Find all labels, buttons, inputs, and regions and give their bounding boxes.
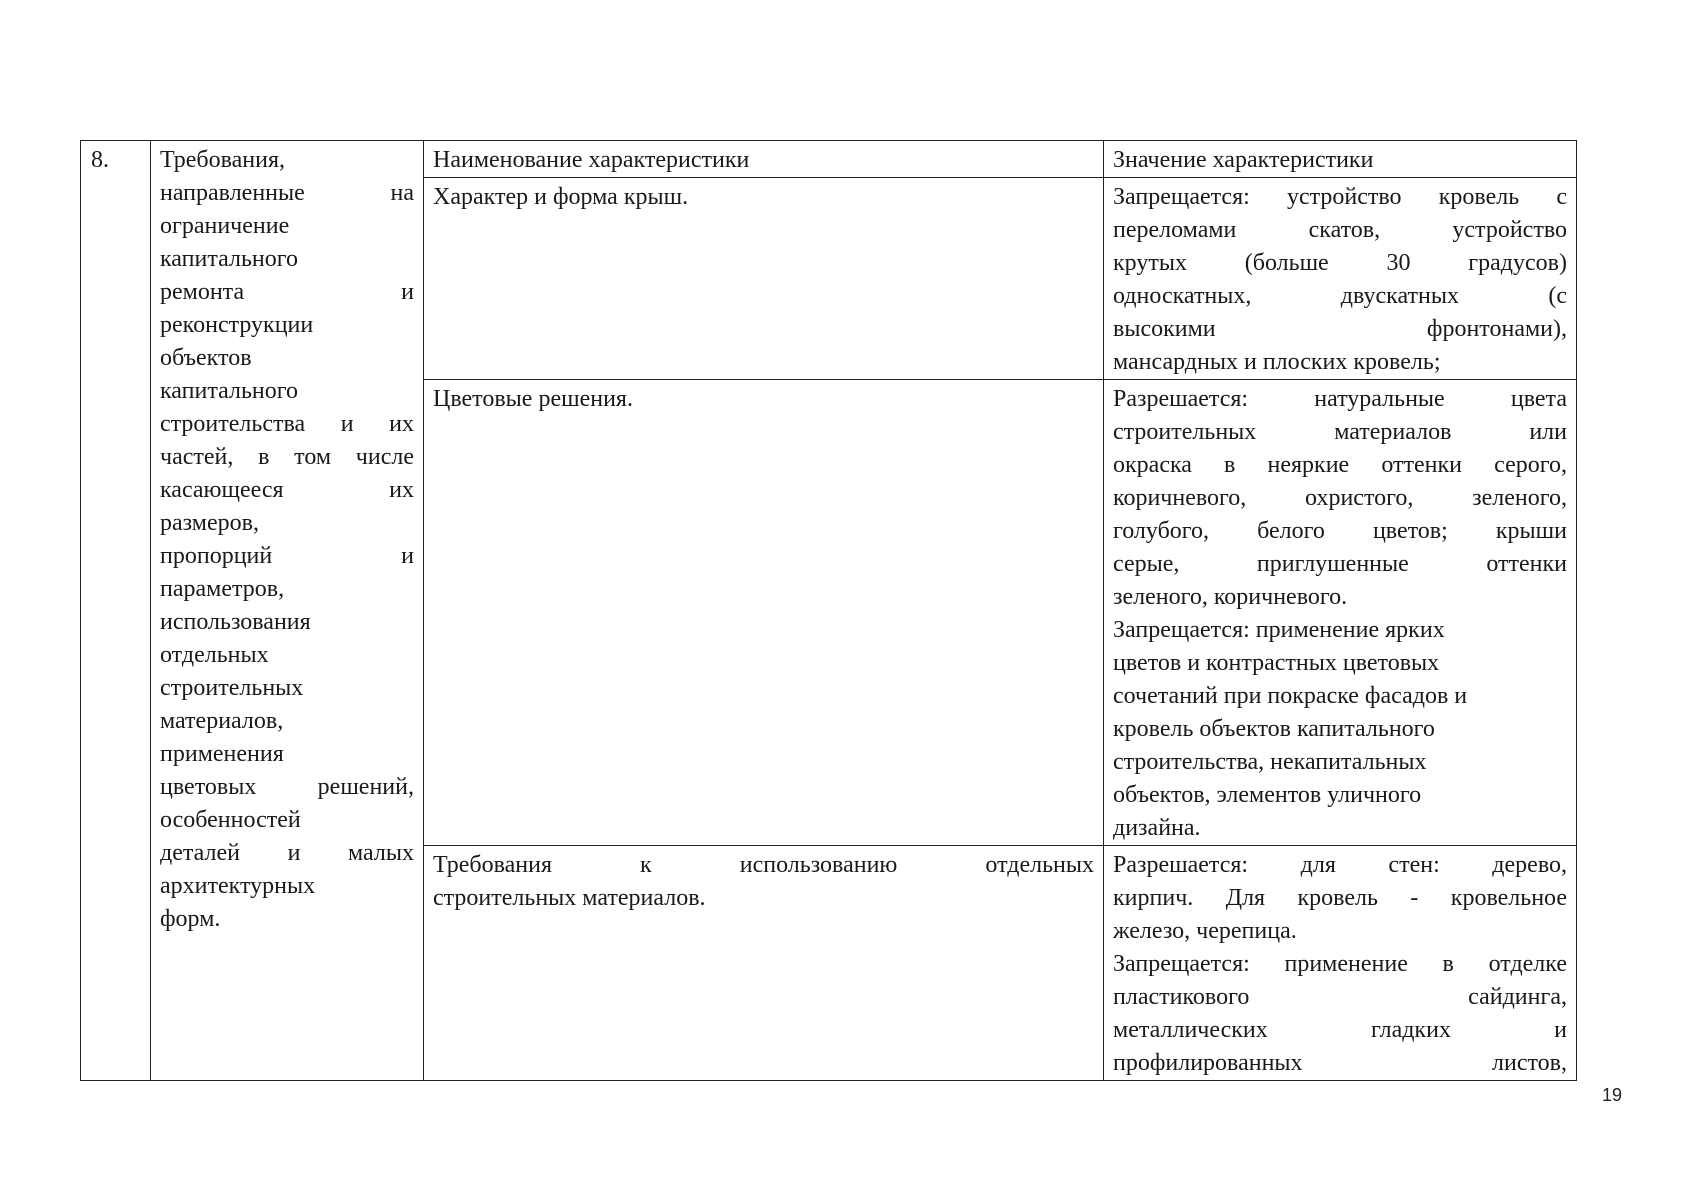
requirement-line: капитального	[160, 378, 298, 404]
characteristic-value-prohibited	[1104, 614, 1576, 845]
name-cell	[424, 380, 1104, 846]
requirement-text	[151, 141, 423, 936]
requirement-cell	[151, 141, 424, 1081]
value-line: крутых (больше 30 градусов)	[1113, 250, 1567, 276]
requirement-line: особенностей	[160, 807, 301, 833]
requirement-line: отдельных	[160, 642, 269, 668]
requirement-line: объектов	[160, 345, 252, 371]
requirement-line: строительства и их	[160, 411, 414, 437]
requirement-line: Требования,	[160, 147, 286, 173]
characteristic-value	[1104, 178, 1576, 379]
value-cell	[1104, 846, 1577, 1081]
name-cell	[424, 846, 1104, 1081]
requirement-line: строительных	[160, 675, 304, 701]
header-name-cell	[424, 141, 1104, 178]
value-line: серые, приглушенные оттенки	[1113, 551, 1567, 577]
requirement-line: параметров,	[160, 576, 285, 602]
value-line: объектов, элементов уличного	[1113, 782, 1422, 808]
requirement-line: применения	[160, 741, 284, 767]
value-line: кровель объектов капитального	[1113, 716, 1435, 742]
value-line: Разрешается: натуральные цвета	[1113, 386, 1567, 412]
requirement-line: использования	[160, 609, 311, 635]
requirement-line: реконструкции	[160, 312, 314, 338]
value-line: высокими фронтонами),	[1113, 316, 1567, 342]
requirement-line: форм.	[160, 906, 221, 932]
name-cell	[424, 178, 1104, 380]
value-line: сочетаний при покраске фасадов и	[1113, 683, 1468, 709]
requirement-line: размеров,	[160, 510, 259, 536]
value-line: дизайна.	[1113, 815, 1201, 841]
name-line: строительных материалов.	[433, 885, 706, 911]
value-line: Запрещается: применение в отделке	[1113, 951, 1567, 977]
value-cell	[1104, 380, 1577, 846]
value-line: кирпич. Для кровель - кровельное	[1113, 885, 1567, 911]
characteristics-table	[80, 140, 1577, 1081]
characteristic-name: Характер и форма крыш.	[433, 184, 689, 210]
value-line: профилированных листов,	[1113, 1050, 1567, 1076]
value-line: Запрещается: устройство кровель с	[1113, 184, 1567, 210]
value-line: переломами скатов, устройство	[1113, 217, 1567, 243]
value-line: строительных материалов или	[1113, 419, 1567, 445]
characteristic-value	[1104, 380, 1576, 614]
characteristic-value	[1104, 846, 1576, 1080]
requirement-line: цветовых решений,	[160, 774, 414, 800]
characteristic-name: Цветовые решения.	[433, 386, 633, 412]
value-line: железо, черепица.	[1113, 918, 1297, 944]
requirement-line: пропорций и	[160, 543, 414, 569]
row-number-cell	[81, 141, 151, 1081]
value-line: окраска в неяркие оттенки серого,	[1113, 452, 1567, 478]
requirement-line: ограничение	[160, 213, 290, 239]
value-line: металлических гладких и	[1113, 1017, 1567, 1043]
requirement-line: касающееся их	[160, 477, 414, 503]
requirement-line: направленные на	[160, 180, 414, 206]
value-line: односкатных, двускатных (с	[1113, 283, 1567, 309]
requirement-line: частей, в том числе	[160, 444, 414, 470]
page-number: 19	[1602, 1085, 1623, 1105]
requirement-line: деталей и малых	[160, 840, 414, 866]
value-line: Запрещается: применение ярких	[1113, 617, 1445, 643]
column-header-name: Наименование характеристики	[433, 147, 750, 173]
value-cell	[1104, 178, 1577, 380]
value-line: зеленого, коричневого.	[1113, 584, 1348, 610]
name-line: Требования к использованию отдельных	[433, 852, 1094, 878]
requirement-line: архитектурных	[160, 873, 316, 899]
row-number: 8.	[91, 147, 109, 173]
value-line: голубого, белого цветов; крыши	[1113, 518, 1567, 544]
value-line: строительства, некапитальных	[1113, 749, 1427, 775]
value-line: коричневого, охристого, зеленого,	[1113, 485, 1567, 511]
requirement-line: ремонта и	[160, 279, 414, 305]
characteristic-name	[424, 846, 1103, 915]
column-header-value: Значение характеристики	[1113, 147, 1374, 173]
requirement-line: капитального	[160, 246, 298, 272]
table-row	[81, 141, 1577, 178]
value-line: Разрешается: для стен: дерево,	[1113, 852, 1567, 878]
value-line: мансардных и плоских кровель;	[1113, 349, 1441, 375]
value-line: пластикового сайдинга,	[1113, 984, 1567, 1010]
value-line: цветов и контрастных цветовых	[1113, 650, 1440, 676]
header-value-cell	[1104, 141, 1577, 178]
requirement-line: материалов,	[160, 708, 284, 734]
